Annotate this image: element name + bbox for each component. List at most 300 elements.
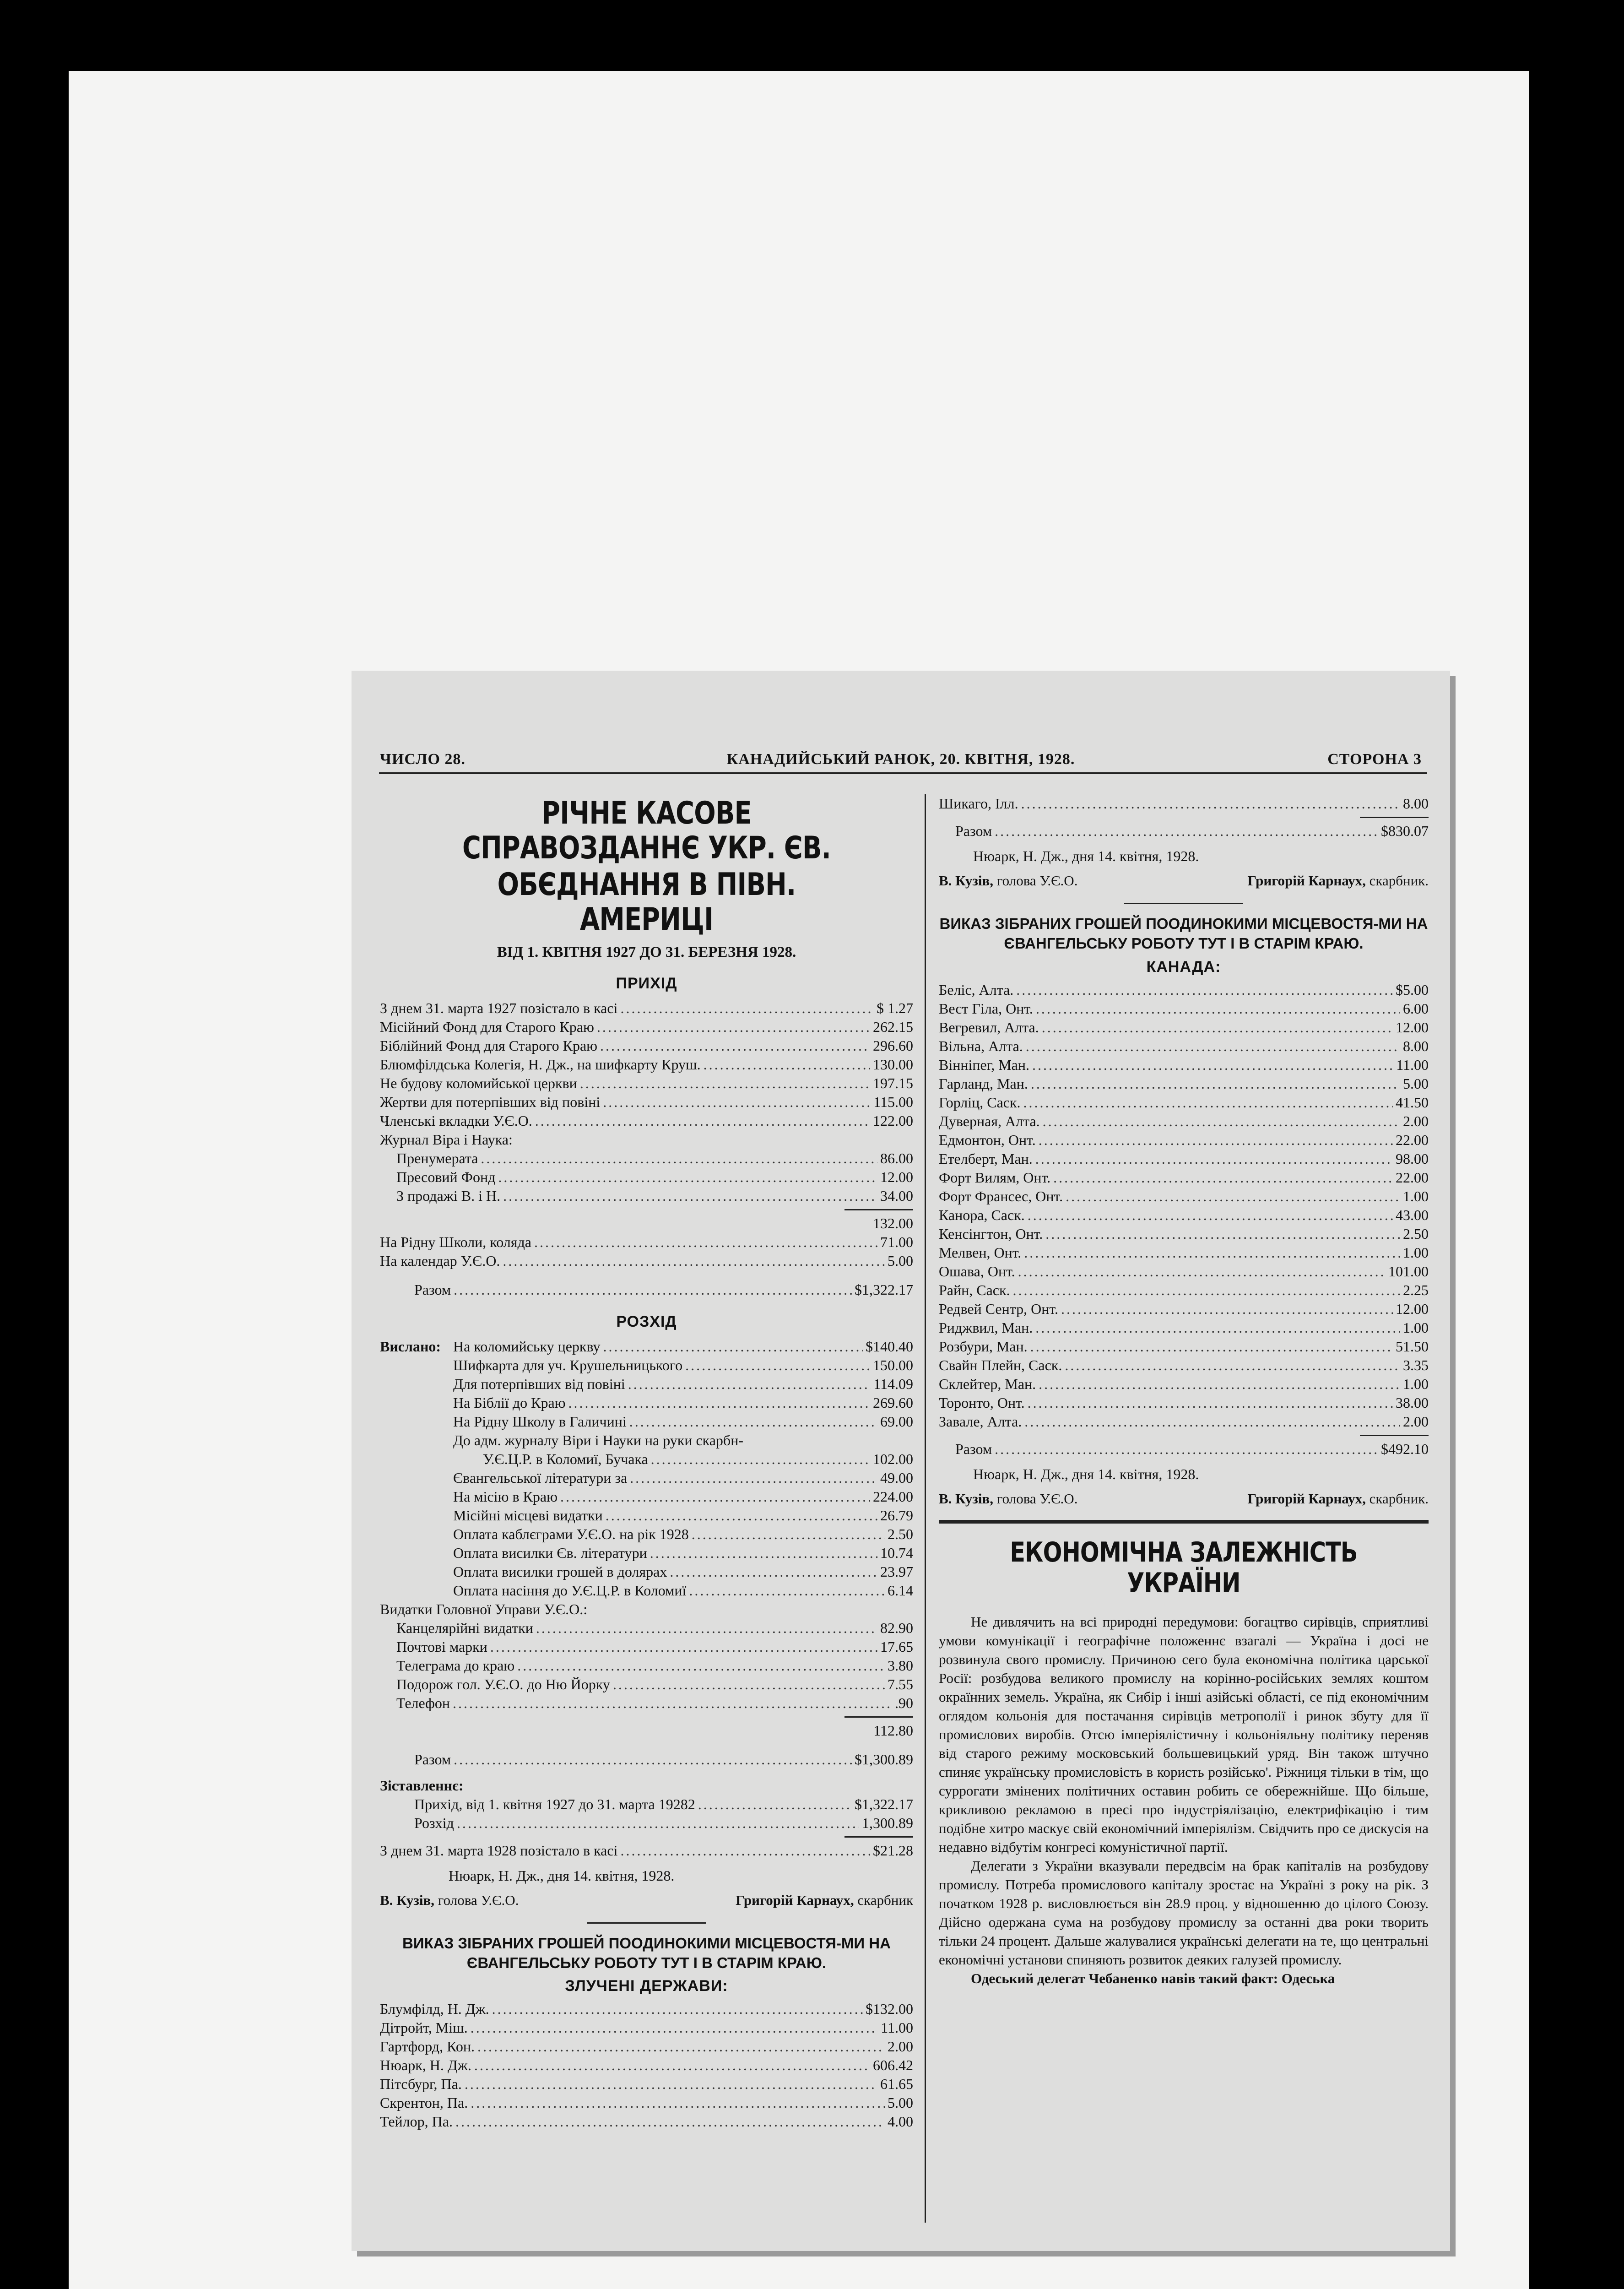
leader-dots — [1018, 1262, 1386, 1281]
canada-collection-row-label: Вест Гіла, Онт. — [939, 1000, 1033, 1017]
leader-dots — [453, 1694, 892, 1713]
article-title: ЕКОНОМІЧНА ЗАЛЕЖНІСТЬ УКРАЇНИ — [1010, 1536, 1358, 1599]
journal-sum-rule — [844, 1209, 913, 1210]
leader-dots — [471, 2018, 878, 2037]
expense-row-label: На коломийську церкву — [453, 1338, 601, 1355]
canada-collection-row-value: 8.00 — [1403, 1037, 1429, 1054]
income-row — [380, 1055, 913, 1074]
usa-collection-row-label: Блумфілд, Н. Дж. — [380, 2001, 489, 2018]
income-row — [380, 1093, 913, 1112]
journal-row — [380, 1149, 913, 1168]
leader-dots — [465, 2075, 877, 2094]
canada-collection-row — [939, 1412, 1429, 1431]
expense-row-label: Місійні місцеві видатки — [453, 1507, 603, 1524]
leader-dots — [689, 1581, 885, 1600]
expense-row — [380, 1412, 913, 1431]
journal-row-label: Пренумерата — [396, 1150, 478, 1166]
canada-collection-row — [939, 1093, 1429, 1112]
expense-row-label: Для потерпівших від повіні — [453, 1375, 625, 1392]
compare-row — [380, 1814, 913, 1833]
leader-dots — [568, 1394, 870, 1412]
canada-sig-left-role: голова У.Є.О. — [996, 1490, 1078, 1507]
leader-dots — [651, 1450, 870, 1469]
canada-collection-row — [939, 1337, 1429, 1356]
canada-collection-row-label: Едмонтон, Онт. — [939, 1131, 1036, 1148]
leader-dots — [685, 1356, 870, 1375]
leader-dots — [613, 1675, 885, 1694]
leader-dots — [704, 1055, 870, 1074]
balance-value: $21.28 — [873, 1842, 913, 1859]
canada-collection-row-label: Беліс, Алта. — [939, 981, 1014, 998]
canada-collection-row — [939, 1300, 1429, 1318]
leader-dots — [503, 1252, 885, 1270]
expense-row-label: Євангельської літератури за — [453, 1469, 628, 1486]
sent-list — [380, 1337, 913, 1600]
journal-row — [380, 1187, 913, 1205]
canada-collection-row-value: 3.35 — [1403, 1356, 1429, 1373]
canada-collection-row-value: 1.00 — [1403, 1244, 1429, 1261]
canada-collection-row-value: 43.00 — [1396, 1206, 1429, 1223]
newspaper-masthead: КАНАДИЙСЬКИЙ РАНОК, 20. КВІТНЯ, 1928. — [726, 751, 1075, 768]
usa-collections-title: ВИКАЗ ЗІБРАНИХ ГРОШЕЙ ПООДИНОКИМИ МІСЦЕВОСТЯ-МИ НА ЄВАНГЕЛЬСЬКУ РОБОТУ ТУТ І В СТАРІМ КРАЮ. — [402, 1934, 891, 1971]
leader-dots — [698, 1795, 852, 1814]
leader-dots — [517, 1656, 885, 1675]
canada-collection-row-label: Мелвен, Онт. — [939, 1244, 1022, 1261]
leader-dots — [1023, 1093, 1393, 1112]
article-rule — [939, 1520, 1429, 1524]
canada-collection-row-value: 22.00 — [1396, 1169, 1429, 1186]
expense-heading: РОЗХІД — [616, 1313, 677, 1330]
admin-expense-row-label: Канцелярійні видатки — [396, 1619, 533, 1636]
leader-dots — [1035, 1318, 1400, 1337]
expense-row-value: 49.00 — [880, 1469, 913, 1486]
income-row-label: Не будову коломийської церкви — [380, 1074, 577, 1091]
canada-total: $492.10 — [1381, 1440, 1429, 1457]
income-row-value: 5.00 — [888, 1252, 913, 1269]
income-row-label: Членські вкладки У.Є.О. — [380, 1112, 532, 1129]
leader-dots — [1013, 1281, 1400, 1300]
canada-collection-row-value: 22.00 — [1396, 1131, 1429, 1148]
usa-collection-row-value: $132.00 — [866, 2001, 913, 2018]
leader-dots — [1039, 1131, 1393, 1150]
expense-row — [380, 1431, 913, 1450]
usa-collection-row-label: Скрентон, Па. — [380, 2094, 468, 2111]
usa-total-row — [939, 822, 1429, 841]
canada-collection-row — [939, 1318, 1429, 1337]
right-column — [939, 794, 1429, 2218]
canada-sig-right-name: Григорій Карнаух, — [1247, 1490, 1366, 1507]
canada-collection-row — [939, 1018, 1429, 1037]
journal-row-value: 34.00 — [880, 1187, 913, 1204]
expense-row-value: 2.50 — [888, 1525, 913, 1542]
expense-row-value: 69.00 — [880, 1413, 913, 1430]
income-row-label: Біблійний Фонд для Старого Краю — [380, 1037, 598, 1054]
canada-collection-row — [939, 1056, 1429, 1074]
income-row — [380, 1252, 913, 1270]
canada-collection-row-label: Розбури, Ман. — [939, 1338, 1028, 1355]
admin-total-row — [380, 1721, 913, 1740]
admin-expense-row — [380, 1619, 913, 1638]
usa-collection-row — [380, 2094, 913, 2112]
canada-collection-row-value: 11.00 — [1396, 1056, 1429, 1073]
leader-dots — [606, 1506, 877, 1525]
leader-dots — [1026, 1037, 1400, 1056]
canada-collection-row-label: Дуверная, Алта. — [939, 1112, 1040, 1129]
canada-collection-row — [939, 1131, 1429, 1150]
canada-collection-row-label: Редвей Сентр, Онт. — [939, 1300, 1058, 1317]
canada-collection-row-value: 2.00 — [1403, 1413, 1429, 1430]
canada-collection-row — [939, 1356, 1429, 1375]
usa-sum-rule — [1360, 817, 1429, 818]
sig-right-role: скарбник — [857, 1892, 913, 1908]
expense-row-label: На Біблії до Краю — [453, 1394, 566, 1411]
admin-expense-row-label: Телеграма до краю — [396, 1657, 515, 1674]
income-row-label: На Рідну Школи, коляда — [380, 1233, 531, 1250]
canada-collection-row — [939, 1206, 1429, 1225]
income-heading: ПРИХІД — [616, 974, 677, 992]
admin-expense-row-value: 17.65 — [880, 1638, 913, 1655]
income-row-value: 296.60 — [873, 1037, 913, 1054]
expense-row — [380, 1525, 913, 1544]
usa-collection-row-label: Тейлор, Па. — [380, 2113, 453, 2130]
expense-row-value: 102.00 — [873, 1450, 913, 1467]
canada-collection-row-value: 2.25 — [1403, 1281, 1429, 1298]
canada-collection-row-label: Канора, Саск. — [939, 1206, 1025, 1223]
canada-collection-row — [939, 981, 1429, 999]
expense-total-label: Разом — [414, 1751, 451, 1768]
usa-place-date: Нюарк, Н. Дж., дня 14. квітня, 1928. — [973, 848, 1199, 864]
report-period: ВІД 1. КВІТНЯ 1927 ДО 31. БЕРЕЗНЯ 1928. — [497, 944, 796, 960]
usa-continued-list — [939, 794, 1429, 813]
admin-expense-row-value: .90 — [895, 1694, 913, 1711]
leader-dots — [1028, 1394, 1393, 1412]
expense-row — [380, 1375, 913, 1394]
leader-dots — [600, 1036, 870, 1055]
income-row-label: Місійний Фонд для Старого Краю — [380, 1018, 594, 1035]
expense-row-label: У.Є.Ц.Р. в Коломиї, Бучака — [483, 1450, 648, 1467]
income-total: $1,322.17 — [855, 1281, 913, 1298]
income-row-label: З днем 31. марта 1927 позістало в касі — [380, 999, 618, 1016]
canada-collection-row-value: 98.00 — [1396, 1150, 1429, 1167]
canada-collection-row-label: Гарланд, Ман. — [939, 1075, 1028, 1092]
sig-left-name: В. Кузів, — [380, 1892, 434, 1908]
expense-row-value: 6.14 — [888, 1582, 913, 1599]
leader-dots — [471, 2094, 885, 2112]
balance-label: З днем 31. марта 1928 позістало в касі — [380, 1842, 618, 1859]
usa-collection-row-label: Пітсбург, Па. — [380, 2076, 462, 2093]
leader-dots — [1065, 1356, 1400, 1375]
leader-dots — [603, 1093, 871, 1112]
column-divider — [925, 794, 926, 2223]
usa-collection-row — [380, 2018, 913, 2037]
income-row — [380, 1036, 913, 1055]
expense-row-label: Оплата насіння до У.Є.Ц.Р. в Коломиї — [453, 1582, 687, 1599]
canada-collection-row-value: 12.00 — [1396, 1300, 1429, 1317]
usa-collection-row-value: 4.00 — [888, 2113, 913, 2130]
usa-collection-row-value: 5.00 — [888, 2094, 913, 2111]
journal-list — [380, 1149, 913, 1205]
report-signatures — [380, 1890, 913, 1910]
leader-dots — [628, 1375, 871, 1394]
canada-collection-row-value: 5.00 — [1403, 1075, 1429, 1092]
canada-collection-row — [939, 1394, 1429, 1412]
admin-expense-row-label: Подорож гол. У.Є.О. до Ню Йорку — [396, 1676, 610, 1692]
canada-collection-row — [939, 1281, 1429, 1300]
usa-signatures — [939, 871, 1429, 891]
canada-collection-row-value: 41.50 — [1396, 1094, 1429, 1111]
report-title-line2: ОБЄДНАННЯ В ПІВН. АМЕРИЦІ — [497, 867, 796, 938]
canada-collection-row-label: Райн, Саск. — [939, 1281, 1010, 1298]
expense-total: $1,300.89 — [855, 1751, 913, 1768]
usa-collection-row — [939, 794, 1429, 813]
income-row-label: На календар У.Є.О. — [380, 1252, 500, 1269]
leader-dots — [474, 2056, 870, 2075]
sig-right-name: Григорій Карнаух, — [736, 1892, 854, 1908]
canada-collection-row — [939, 1262, 1429, 1281]
canada-collection-row-label: Торонто, Онт. — [939, 1394, 1025, 1411]
article-paragraph-1: Не дивлячить на всі природні передумови: богацтво сирівців, сприятливі умови комунікації і географічне положеннє взагалі — Україна і досі не розвинула свого промислу. Причиною сего була економічна політика царської Росії: розбудова великого промислу на корінно-російських землях коштом окраїнних земель. Україна, як Сибір і інші азійські області, се під економічним оглядом кольонія для постачання сирівців метрополії і ринок збуту для її промислових виробів. Отсю імперіялістичну і кольоніяльну політику переняв від старого режиму московський большевицький уряд. Він також штучно спиняє українську промисловість в користь розійсько'. Ріжниця тільки в тім, що суррогати змінених політичних оставин робить се обережнійше. Що більше, крикливою рекламою в пресі про індустріялізацію, електрифікацію і тим подібне хитро маскує свій економічний імперіялізм. Свідчить про се дискусія на недавно відбутім конгресі комуністичної партії. — [939, 1614, 1429, 1855]
journal-row — [380, 1168, 913, 1187]
admin-sum-rule — [844, 1716, 913, 1718]
sent-label: Вислано: — [380, 1338, 441, 1355]
expense-row — [380, 1356, 913, 1375]
canada-collection-row-label: Вегревил, Алта. — [939, 1019, 1039, 1036]
canada-collection-row-label: Форт Вилям, Онт. — [939, 1169, 1051, 1186]
journal-label: Журнал Віра і Наука: — [380, 1131, 513, 1148]
leader-dots — [670, 1562, 877, 1581]
leader-dots — [1031, 1074, 1400, 1093]
leader-dots — [560, 1487, 870, 1506]
expense-row — [380, 1544, 913, 1562]
income-row — [380, 1233, 913, 1252]
expense-row-label: Оплата висилки Єв. літератури — [453, 1544, 647, 1561]
income-row — [380, 1112, 913, 1130]
issue-number: ЧИСЛО 28. — [380, 751, 466, 768]
canada-collection-row-label: Склейтер, Ман. — [939, 1375, 1036, 1392]
canada-place-date: Нюарк, Н. Дж., дня 14. квітня, 1928. — [973, 1465, 1199, 1482]
usa-collection-row-label: Нюарк, Н. Дж. — [380, 2057, 471, 2074]
leader-dots — [1024, 1243, 1400, 1262]
leader-dots — [477, 2037, 885, 2056]
canada-collection-row — [939, 1112, 1429, 1131]
expense-row-value: 10.74 — [880, 1544, 913, 1561]
expense-total-row — [380, 1750, 913, 1769]
leader-dots — [580, 1074, 870, 1093]
usa-collection-row-value: 2.00 — [888, 2038, 913, 2055]
usa-collection-row-label: Шикаго, Ілл. — [939, 795, 1018, 812]
canada-collection-row — [939, 1037, 1429, 1056]
compare-row-label: Прихід, від 1. квітня 1927 до 31. марта 19282 — [414, 1795, 695, 1812]
canada-collection-row-value: 1.00 — [1403, 1188, 1429, 1204]
admin-expense-row — [380, 1638, 913, 1656]
compare-list — [380, 1795, 913, 1833]
usa-collection-row — [380, 2056, 913, 2075]
admin-expense-row — [380, 1675, 913, 1694]
section-rule — [1124, 903, 1243, 904]
usa-collection-row-value: 606.42 — [873, 2057, 913, 2074]
expense-row — [380, 1450, 913, 1469]
expense-row-value: 23.97 — [880, 1563, 913, 1580]
canada-collection-row — [939, 1187, 1429, 1206]
compare-row-value: $1,322.17 — [855, 1795, 913, 1812]
income-row-value: 197.15 — [873, 1074, 913, 1091]
expense-row-value: $140.40 — [866, 1338, 913, 1355]
usa-sig-left-name: В. Кузів, — [939, 873, 993, 889]
canada-collection-row — [939, 1225, 1429, 1243]
journal-total-row — [380, 1214, 913, 1233]
leader-dots — [1030, 1337, 1393, 1356]
section-rule — [587, 1922, 706, 1924]
income-row — [380, 1074, 913, 1093]
leader-dots — [1061, 1300, 1393, 1318]
usa-collection-row-label: Гартфорд, Кон. — [380, 2038, 475, 2055]
canada-collection-row-label: Риджвил, Ман. — [939, 1319, 1033, 1336]
balance-row — [380, 1841, 913, 1860]
expense-row-label: До адм. журналу Віри і Науки на руки скарбн- — [453, 1432, 743, 1448]
expense-row-label: Шифкарта для уч. Крушельницького — [453, 1356, 683, 1373]
income-row-value: 115.00 — [873, 1093, 913, 1110]
leader-dots — [1045, 1225, 1400, 1243]
leader-dots — [498, 1168, 877, 1187]
leader-dots — [620, 999, 874, 1018]
leader-dots — [490, 1638, 877, 1656]
canada-collection-row-value: 6.00 — [1403, 1000, 1429, 1017]
income-more-list — [380, 1233, 913, 1270]
expense-row — [380, 1469, 913, 1487]
expense-row — [380, 1581, 913, 1600]
canada-collection-row-label: Горліц, Саск. — [939, 1094, 1021, 1111]
admin-expense-row-value: 82.90 — [880, 1619, 913, 1636]
expense-row-value: 114.09 — [873, 1375, 913, 1392]
canada-collection-row-value: 38.00 — [1396, 1394, 1429, 1411]
journal-row-label: Пресовий Фонд — [396, 1168, 496, 1185]
expense-row-label: Оплата висилки грошей в долярах — [453, 1563, 667, 1580]
usa-collection-row — [380, 2037, 913, 2056]
compare-row — [380, 1795, 913, 1814]
leader-dots — [535, 1112, 870, 1130]
income-total-label: Разом — [414, 1281, 451, 1298]
canada-collection-row — [939, 1243, 1429, 1262]
leader-dots — [1024, 1412, 1400, 1431]
canada-collection-row-value: 1.00 — [1403, 1319, 1429, 1336]
leader-dots — [536, 1619, 877, 1638]
usa-sig-left-role: голова У.Є.О. — [996, 873, 1078, 889]
compare-label: Зіставленнє: — [380, 1777, 464, 1794]
leader-dots — [650, 1544, 877, 1562]
canada-collection-row — [939, 1168, 1429, 1187]
leader-dots — [597, 1018, 870, 1036]
expense-row — [380, 1487, 913, 1506]
canada-list — [939, 981, 1429, 1431]
expense-row-value: 150.00 — [873, 1356, 913, 1373]
canada-collection-row-label: Завале, Алта. — [939, 1413, 1022, 1430]
canada-collection-row-label: Вінніпег, Ман. — [939, 1056, 1029, 1073]
admin-expense-row-value: 3.80 — [888, 1657, 913, 1674]
usa-sig-right-role: скарбник. — [1369, 873, 1429, 889]
income-row-value: 71.00 — [880, 1233, 913, 1250]
income-row-value: 122.00 — [873, 1112, 913, 1129]
canada-collection-row-value: $5.00 — [1396, 981, 1429, 998]
canada-signatures — [939, 1489, 1429, 1509]
report-title-line1: РІЧНЕ КАСОВЕ СПРАВОЗДАННЄ УКР. ЄВ. — [462, 795, 831, 867]
income-row — [380, 1018, 913, 1036]
admin-total: 112.80 — [873, 1722, 913, 1739]
usa-collection-row — [380, 2075, 913, 2094]
canada-sum-rule — [1360, 1435, 1429, 1436]
admin-expense-row-value: 7.55 — [888, 1676, 913, 1692]
canada-collection-row — [939, 1074, 1429, 1093]
expense-row-label: Оплата каблєграми У.Є.О. на рік 1928 — [453, 1525, 689, 1542]
canada-collection-row — [939, 999, 1429, 1018]
leader-dots — [457, 1814, 859, 1833]
leader-dots — [534, 1233, 877, 1252]
compare-row-label: Розхід — [414, 1814, 454, 1831]
leader-dots — [1021, 794, 1400, 813]
leader-dots — [1016, 981, 1393, 999]
canada-collection-row — [939, 1150, 1429, 1168]
leader-dots — [1039, 1375, 1400, 1394]
canada-collection-row-label: Вільна, Алта. — [939, 1037, 1023, 1054]
usa-list — [380, 2000, 913, 2131]
report-place-date: Нюарк, Н. Дж., дня 14. квітня, 1928. — [449, 1867, 675, 1884]
page-number: СТОРОНА 3 — [1327, 751, 1422, 768]
canada-collection-row-value: 12.00 — [1396, 1019, 1429, 1036]
leader-dots — [1043, 1112, 1400, 1131]
income-row — [380, 999, 913, 1018]
compare-row-value: 1,300.89 — [862, 1814, 913, 1831]
income-row-label: Жертви для потерпівших від повіні — [380, 1093, 601, 1110]
leader-dots — [503, 1187, 877, 1205]
usa-subheading: ЗЛУЧЕНІ ДЕРЖАВИ: — [565, 1977, 728, 1995]
expense-row-label: На місію в Краю — [453, 1488, 558, 1505]
leader-dots — [1035, 1150, 1393, 1168]
canada-collection-row-value: 1.00 — [1403, 1375, 1429, 1392]
canada-collection-row-label: Етелберт, Ман. — [939, 1150, 1033, 1167]
journal-row-value: 86.00 — [880, 1150, 913, 1166]
leader-dots — [1032, 1056, 1393, 1074]
canada-collection-row-label: Ошава, Онт. — [939, 1263, 1015, 1280]
canada-collection-row-value: 2.50 — [1403, 1225, 1429, 1242]
usa-sig-right-name: Григорій Карнаух, — [1247, 873, 1366, 889]
canada-sig-right-role: скарбник. — [1369, 1490, 1429, 1507]
usa-collection-row-value: 11.00 — [881, 2019, 913, 2036]
canada-subheading: КАНАДА: — [1146, 958, 1221, 976]
canada-total-label: Разом — [955, 1440, 992, 1457]
leader-dots — [492, 2000, 863, 2018]
header-rule — [379, 772, 1427, 774]
leader-dots — [1066, 1187, 1400, 1206]
admin-expense-row — [380, 1656, 913, 1675]
usa-collection-row-value: 61.65 — [880, 2076, 913, 2093]
canada-collection-row-value: 2.00 — [1403, 1112, 1429, 1129]
leader-dots — [629, 1412, 877, 1431]
admin-expense-row-label: Почтові марки — [396, 1638, 487, 1655]
leader-dots — [630, 1469, 877, 1487]
journal-row-label: З продажі В. і Н. — [396, 1187, 501, 1204]
leader-dots — [1053, 1168, 1393, 1187]
leader-dots — [692, 1525, 885, 1544]
leader-dots — [1036, 999, 1400, 1018]
usa-collection-row — [380, 2112, 913, 2131]
canada-collections-title: ВИКАЗ ЗІБРАНИХ ГРОШЕЙ ПООДИНОКИМИ МІСЦЕВОСТЯ-МИ НА ЄВАНГЕЛЬСЬКУ РОБОТУ ТУТ І В СТАРІМ КРАЮ. — [939, 915, 1428, 952]
left-column — [380, 794, 913, 2218]
canada-collection-row-value: 51.50 — [1396, 1338, 1429, 1355]
leader-dots — [1042, 1018, 1393, 1037]
expense-row — [380, 1337, 913, 1356]
admin-expense-row-label: Телефон — [396, 1694, 450, 1711]
usa-collection-row-label: Дітройт, Міш. — [380, 2019, 468, 2036]
expense-row-value: 26.79 — [880, 1507, 913, 1524]
